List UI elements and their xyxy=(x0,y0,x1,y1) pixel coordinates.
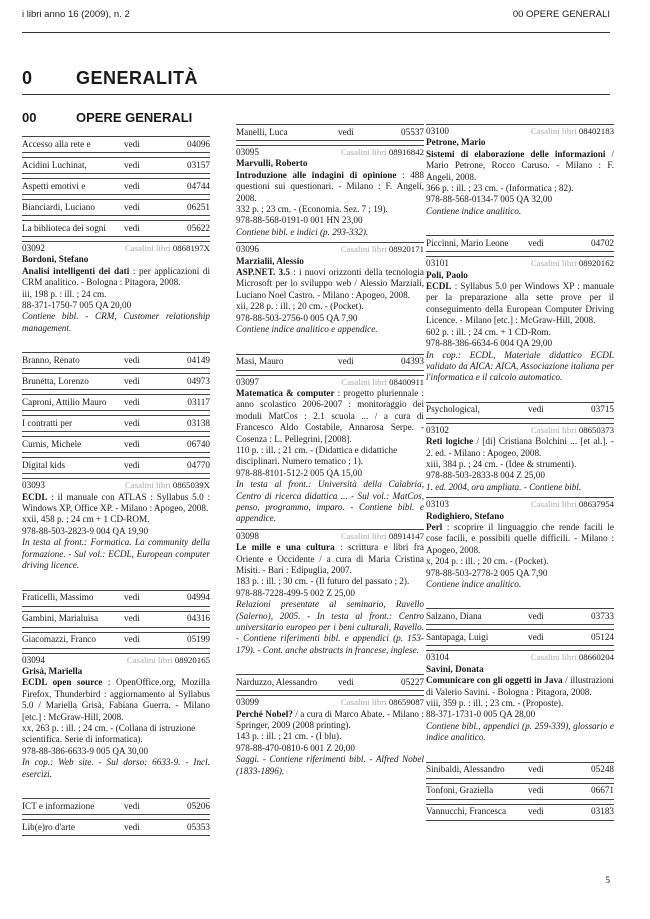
entry-note: In cop.: ECDL, Materiale didattico ECDL validato da AICA: AICA, Associazione italiana per l'informatica e il calcolo automatico. xyxy=(426,349,614,383)
cross-reference[interactable] xyxy=(22,373,210,390)
header-rule xyxy=(22,32,610,33)
entry-note: Contiene bibl., appendici (p. 259-339), glossario e indice analitico. xyxy=(426,720,614,743)
publisher-name: Casalini libri xyxy=(530,652,577,663)
entry-header xyxy=(426,126,614,137)
publisher-name: Casalini libri xyxy=(530,499,577,510)
entry-detail-line: 978-88-470-0810-6 001 Z 20,00 xyxy=(236,742,355,753)
entry-header xyxy=(22,655,210,666)
subsection-title: OPERE GENERALI xyxy=(76,110,193,125)
entry-author: Savini, Donata xyxy=(426,663,484,674)
entry-header xyxy=(236,697,424,708)
entry-number: 03098 xyxy=(236,530,259,541)
xref-vedi: vedi xyxy=(124,375,140,386)
spacer xyxy=(426,590,614,604)
running-header xyxy=(0,0,650,40)
catalog-entry xyxy=(426,650,614,757)
spacer xyxy=(426,744,614,758)
entry-number: 03100 xyxy=(426,126,449,136)
entry-title: Perché Nobel? xyxy=(236,708,293,719)
xref-code: 03138 xyxy=(187,417,210,428)
order-id: 08402183 xyxy=(578,126,614,136)
xref-name: Fraticelli, Massimo xyxy=(22,592,94,603)
entry-header xyxy=(236,377,424,388)
order-id: 08916842 xyxy=(388,147,424,157)
entry-number: 03099 xyxy=(236,697,259,708)
column-3 xyxy=(426,120,614,821)
xref-code: 06740 xyxy=(187,438,210,449)
xref-name: Curnis, Michele xyxy=(22,438,82,449)
catalog-entry xyxy=(426,497,614,604)
xref-vedi: vedi xyxy=(124,800,140,811)
xref-vedi: vedi xyxy=(124,821,140,832)
publisher-name: Casalini libri xyxy=(340,530,387,541)
xref-name: Branno, Renato xyxy=(22,354,80,365)
xref-code: 05353 xyxy=(187,821,210,832)
entry-title: ECDL open source xyxy=(22,677,103,688)
publisher-name: Casalini libri xyxy=(340,697,387,708)
publisher-name: Casalini libri xyxy=(340,147,387,157)
entry-author: Rodighiero, Stefano xyxy=(426,510,504,521)
subsection-number: 00 xyxy=(22,110,37,125)
order-id: 0868197X xyxy=(172,243,210,253)
spacer xyxy=(236,336,424,350)
publisher-name: Casalini libri xyxy=(341,376,387,387)
catalog-entry xyxy=(426,124,614,231)
entry-detail-line: xii, 228 p. : ill. ; 20 cm. - (Pocket). xyxy=(236,301,364,312)
entry-header xyxy=(236,147,424,158)
order-id: 08920171 xyxy=(388,244,424,255)
entry-detail-line: 88-371-1731-0 005 QA 28,00 xyxy=(426,709,536,720)
xref-name: ICT e informazione xyxy=(22,800,95,811)
entry-author: Grisà, Mariella xyxy=(22,665,83,676)
xref-name: Narduzzo, Alessandro xyxy=(236,676,318,687)
xref-vedi: vedi xyxy=(124,396,140,407)
xref-vedi: vedi xyxy=(338,356,354,367)
xref-code: 04149 xyxy=(187,354,210,365)
section-title: GENERALITÀ xyxy=(76,68,198,88)
section-heading xyxy=(22,68,198,89)
cross-reference[interactable] xyxy=(426,402,614,419)
xref-code: 05622 xyxy=(187,222,210,233)
xref-vedi: vedi xyxy=(528,632,544,642)
entry-title: Perl xyxy=(426,521,443,532)
entry-publisher-ref xyxy=(531,126,614,137)
xref-vedi: vedi xyxy=(124,222,140,233)
entry-detail-line: 602 p. : ill. ; 24 cm. + 1 CD-Rom. xyxy=(426,326,551,337)
xref-code: 03733 xyxy=(591,611,614,621)
entry-imprint: : scoprire il linguaggio che rende facili le cose facili, e possibili quelle difficili. - Milano : Apogeo, 2008. xyxy=(426,521,614,555)
xref-code: 05537 xyxy=(401,126,424,137)
entry-detail-line: 978-88-7228-499-5 002 Z 25,00 xyxy=(236,587,355,598)
order-id: 08920162 xyxy=(578,258,614,269)
entry-title: ASP.NET. 3.5 xyxy=(236,267,290,278)
catalog-entry xyxy=(426,423,614,493)
cross-reference[interactable] xyxy=(426,235,614,252)
entry-header xyxy=(426,258,614,269)
entry-author: Petrone, Mario xyxy=(426,137,486,148)
entry-title: Le mille e una cultura xyxy=(236,542,335,553)
xref-vedi: vedi xyxy=(528,764,544,775)
entry-detail-line: 978-88-8101-512-2 005 QA 15,00 xyxy=(236,467,363,478)
entry-note: Saggi. - Contiene riferimenti bibl. - Alfred Nobel (1833-1896). xyxy=(236,754,424,776)
cross-reference[interactable] xyxy=(22,178,210,195)
entry-description xyxy=(426,522,614,556)
xref-name: Masi, Mauro xyxy=(236,356,284,367)
publisher-name: Casalini libri xyxy=(530,424,577,435)
catalog-entry xyxy=(236,375,424,525)
spacer xyxy=(236,656,424,670)
cross-reference[interactable] xyxy=(22,394,210,411)
xref-vedi: vedi xyxy=(124,354,140,365)
entry-title: ECDL xyxy=(22,491,48,502)
entry-detail-line: 110 p. : ill. ; 21 cm. - (Didattica e didattiche disciplinari. Numero tematico ; 1). xyxy=(236,444,398,467)
entry-imprint: : progetto pluriennale : anno scolastico 2006-2007 : monitoraggio dei moduli MatCos : 2.1 scuola ... / a cura di Francesco Aldo Costabile, Annarosa Serpe. - Cosenza : L. Pellegrini, [2008]. xyxy=(236,387,424,444)
entry-publisher-ref xyxy=(341,147,424,158)
entry-header xyxy=(236,531,424,542)
cross-reference[interactable] xyxy=(426,608,614,625)
entry-imprint: : i nuovi orizzonti della tecnologia Microsoft per lo sviluppo web / Alessio Marziali, Luciano Noel Castro. - Milano : Apogeo, 2008. xyxy=(236,267,424,300)
cross-reference[interactable] xyxy=(22,632,210,649)
xref-name: Psychological, xyxy=(426,404,480,415)
xref-name: Aspetti emotivi e xyxy=(22,180,86,191)
entry-detail-line: 978-88-568-0134-7 005 QA 32,00 xyxy=(426,194,553,205)
entry-header xyxy=(426,425,614,436)
entry-detail-line: 978-88-503-2756-0 005 QA 7,90 xyxy=(236,312,358,323)
xref-name: I contratti per xyxy=(22,417,72,428)
catalog-entry xyxy=(22,241,210,348)
entry-title: Comunicare con gli oggetti in Java xyxy=(426,675,563,686)
catalog-entry xyxy=(426,256,614,397)
cross-reference[interactable] xyxy=(426,804,614,821)
order-id: 08914147 xyxy=(388,530,424,541)
catalog-entry xyxy=(22,653,210,794)
entry-publisher-ref xyxy=(341,531,424,542)
entry-detail-line: 88-371-1750-7 005 QA 20,00 xyxy=(22,300,132,311)
running-section-title: 00 OPERE GENERALI xyxy=(512,9,610,20)
entry-description xyxy=(236,170,424,204)
spacer xyxy=(426,217,614,231)
publisher-name: Casalini libri xyxy=(340,244,387,255)
section-number: 0 xyxy=(22,68,33,88)
entry-detail-line: 978-88-503-2778-2 005 QA 7,90 xyxy=(426,567,548,578)
entry-number: 03104 xyxy=(426,652,449,663)
xref-code: 03715 xyxy=(591,404,614,415)
entry-note: Contiene indice analitico. xyxy=(426,205,522,216)
entry-detail-line: 978-88-568-0191-0 001 HN 23,00 xyxy=(236,215,363,226)
entry-title: Introduzione alle indagini di opinione xyxy=(236,169,397,180)
xref-vedi: vedi xyxy=(528,404,544,415)
entry-title: Matematica & computer xyxy=(236,387,335,398)
section-rule xyxy=(22,94,610,95)
entry-description xyxy=(22,266,210,289)
xref-vedi: vedi xyxy=(124,138,140,149)
entry-header xyxy=(236,244,424,255)
entry-number: 03101 xyxy=(426,258,449,269)
xref-code: 05199 xyxy=(187,634,210,645)
publisher-name: Casalini libri xyxy=(126,654,173,665)
xref-vedi: vedi xyxy=(528,806,544,817)
entry-detail-line: xx, 263 p. : ill. ; 24 cm. - (Collana di istruzione scientifica. Serie di informatica). xyxy=(22,722,196,745)
xref-name: Lib(e)ro d'arte xyxy=(22,821,75,832)
xref-name: Accesso alla rete e xyxy=(22,138,91,149)
entry-imprint: : 488 questioni sui questionari. - Milano : F. Angeli, 2008. xyxy=(236,169,424,203)
xref-name: Tonfoni, Graziella xyxy=(426,785,494,796)
entry-note: In testa al front.: Università della Calabria, Centro di ricerca didattica ... - Sul vol.: MatCos, penso, programmo, imparo. - Contiene bibl. e appendice. xyxy=(236,479,424,524)
entry-detail-line: viii, 359 p. : ill. ; 23 cm. - (Proposte). xyxy=(426,698,564,709)
column-2 xyxy=(236,120,424,777)
entry-number: 03092 xyxy=(22,243,45,253)
xref-name: Acidini Luchinat, xyxy=(22,159,87,170)
cross-reference[interactable] xyxy=(22,590,210,607)
entry-publisher-ref xyxy=(341,697,424,708)
entry-description xyxy=(236,542,424,576)
publisher-name: Casalini libri xyxy=(124,243,171,253)
catalog-entry xyxy=(22,478,210,585)
xref-code: 06671 xyxy=(591,785,614,796)
entry-note: In cop.: Web site. - Sul dorso: 6633-9. - Incl. esercizi. xyxy=(22,757,210,779)
entry-detail-line: xiii, 384 p. ; 24 cm. - (Idee & strumenti). xyxy=(426,458,577,469)
xref-vedi: vedi xyxy=(338,676,354,687)
entry-number: 03094 xyxy=(22,654,45,665)
entry-note: Contiene bibl. - CRM, Customer relationship management. xyxy=(22,311,210,333)
xref-name: Bianciardi, Luciano xyxy=(22,201,95,212)
xref-name: Digital kids xyxy=(22,459,66,470)
cross-reference[interactable] xyxy=(22,819,210,836)
entry-imprint: : per applicazioni di CRM analitico. - Bologna : Pitagora, 2008. xyxy=(22,265,211,288)
catalog-entry xyxy=(236,242,424,349)
entry-detail-line: xxii, 458 p. ; 24 cm + 1 CD-ROM. xyxy=(22,514,150,525)
xref-code: 05124 xyxy=(591,632,614,642)
order-id: 08659087 xyxy=(388,697,424,708)
entry-title: ECDL xyxy=(426,281,452,292)
xref-name: Sinibaldi, Alessandro xyxy=(426,764,505,775)
entry-imprint: / a cura di Marco Abate. - Milano : Springer, 2009 (2008 printing). xyxy=(236,708,424,731)
entry-detail-line: 978-88-386-6633-9 005 QA 30,00 xyxy=(22,745,149,756)
entry-note: Contiene indice analitico. xyxy=(426,579,522,589)
entry-header xyxy=(426,652,614,663)
entry-title: Reti logiche xyxy=(426,436,474,447)
entry-description xyxy=(22,492,210,515)
entry-header xyxy=(426,499,614,510)
xref-code: 04702 xyxy=(591,237,614,248)
entry-description xyxy=(22,677,210,723)
xref-name: Vannucchi, Francesca xyxy=(426,806,507,817)
cross-reference[interactable] xyxy=(22,611,210,628)
xref-code: 04973 xyxy=(187,375,210,386)
entry-imprint: / [di] Cristiana Bolchini ... [et al.]. - 2. ed. - Milano : Apogeo, 2008. xyxy=(426,436,614,458)
catalog-entry xyxy=(236,145,424,238)
spacer xyxy=(22,780,210,794)
entry-publisher-ref xyxy=(125,243,210,254)
entry-imprint: : il manuale con ATLAS : Syllabus 5.0 : Windows XP, Office XP. - Milano : Apogeo, 2008. xyxy=(22,491,210,514)
xref-code: 04393 xyxy=(401,356,424,367)
entry-number: 03102 xyxy=(426,424,449,435)
entry-header xyxy=(22,480,210,491)
entry-number: 03103 xyxy=(426,499,449,510)
entry-detail-line: 332 p. ; 23 cm. - (Economia. Sez. 7 ; 19). xyxy=(236,204,388,215)
entry-detail-line: iii, 198 p. : ill. ; 24 cm. xyxy=(22,288,107,299)
xref-code: 05206 xyxy=(187,800,210,811)
spacer xyxy=(426,384,614,398)
cross-reference[interactable] xyxy=(22,157,210,174)
xref-code: 03117 xyxy=(187,396,210,407)
cross-reference[interactable] xyxy=(22,415,210,432)
entry-description xyxy=(236,267,424,301)
entry-author: Bordoni, Stefano xyxy=(22,254,89,265)
entry-note: In testa al front.: Formatica. La community della formazione. - Sul vol.: ECDL, European computer driving licence. xyxy=(22,537,210,571)
xref-vedi: vedi xyxy=(124,417,140,428)
xref-code: 06251 xyxy=(187,201,210,212)
cross-reference[interactable] xyxy=(22,352,210,369)
entry-publisher-ref xyxy=(341,244,424,255)
entry-imprint: : OpenOffice.org, Mozilla Firefox, Thunderbird : aggiornamento al Syllabus 5.0 / Mariella Grisà, Fabiana Guerra. - Milano [etc.] : McGraw-Hill, 2008. xyxy=(22,677,210,722)
xref-code: 04744 xyxy=(187,180,210,191)
xref-name: Manelli, Luca xyxy=(236,126,288,137)
xref-vedi: vedi xyxy=(124,201,140,212)
entry-description xyxy=(236,388,424,445)
entry-publisher-ref xyxy=(531,258,614,269)
xref-vedi: vedi xyxy=(338,126,354,137)
xref-vedi: vedi xyxy=(124,180,140,191)
cross-reference[interactable] xyxy=(22,457,210,474)
xref-code: 05227 xyxy=(401,676,424,687)
xref-name: Santapaga, Luigi xyxy=(426,632,489,642)
entry-detail-line: x, 204 p. : ill. ; 20 cm. - (Pocket). xyxy=(426,556,549,567)
entry-note: Relazioni presentate al seminario, Ravello (Salerno), 2005. - In testa al front.: Centro universitario europeo per i beni culturali, Ravello. - Contiene riferimenti bibl. e appendici (p. 153-179). - Cont. anche abstracts in francese, inglese. xyxy=(236,599,424,655)
xref-code: 05248 xyxy=(591,764,614,775)
entry-description xyxy=(426,149,614,183)
order-id: 08660204 xyxy=(578,652,614,663)
cross-reference[interactable] xyxy=(426,762,614,779)
cross-reference[interactable] xyxy=(22,136,210,153)
cross-reference[interactable] xyxy=(236,124,424,141)
entry-detail-line: 183 p. : ill. ; 30 cm. - (Il futuro del passato ; 2). xyxy=(236,576,410,587)
entry-note: 1. ed. 2004, ora ampliata. - Contiene bibl. xyxy=(426,481,582,492)
xref-name: Caproni, Attilio Mauro xyxy=(22,396,107,407)
xref-code: 03183 xyxy=(591,806,614,817)
journal-issue: i libri anno 16 (2009), n. 2 xyxy=(22,9,130,20)
xref-code: 03157 xyxy=(187,159,210,170)
subsection-heading xyxy=(22,110,192,125)
xref-name: Salzano, Diana xyxy=(426,611,482,621)
entry-number: 03095 xyxy=(236,147,259,157)
entry-imprint: : scrittura e libri fra Oriente e Occidente / a cura di Maria Cristina Misiti. - Bari : Edipuglia, 2007. xyxy=(236,542,424,575)
xref-vedi: vedi xyxy=(124,438,140,449)
cross-reference[interactable] xyxy=(236,354,424,371)
catalog-entry xyxy=(236,529,424,670)
order-id: 08920165 xyxy=(174,654,210,665)
xref-name: Gambini, Marialuisa xyxy=(22,613,99,624)
entry-publisher-ref xyxy=(341,377,424,388)
entry-note: Contiene bibl. e indici (p. 293-332). xyxy=(236,226,369,237)
entry-publisher-ref xyxy=(531,425,614,436)
xref-name: Brunetta, Lorenzo xyxy=(22,375,89,386)
cross-reference[interactable] xyxy=(22,436,210,453)
order-id: 08637954 xyxy=(578,499,614,510)
entry-title: Analisi intelligenti dei dati xyxy=(22,265,130,276)
entry-description xyxy=(426,281,614,327)
xref-vedi: vedi xyxy=(124,459,140,470)
entry-publisher-ref xyxy=(531,499,614,510)
xref-vedi: vedi xyxy=(528,237,544,248)
xref-vedi: vedi xyxy=(124,592,140,603)
entry-author: Marvulli, Roberto xyxy=(236,158,308,169)
xref-vedi: vedi xyxy=(124,159,140,170)
entry-note: Contiene indice analitico e appendice. xyxy=(236,324,378,335)
entry-detail-line: 366 p. : ill. ; 23 cm. - (Informatica ; 82). xyxy=(426,183,574,194)
cross-reference[interactable] xyxy=(22,220,210,237)
page-number: 5 xyxy=(605,876,610,886)
entry-imprint: / illustrazioni di Valerio Savini. - Bologna : Pitagora, 2008. xyxy=(426,675,614,697)
entry-detail-line: 978-88-503-2823-9 004 QA 19,90 xyxy=(22,525,149,536)
entry-imprint: / Mario Petrone, Rocco Caruso. - Milano : F. Angeli, 2008. xyxy=(426,148,614,182)
entry-number: 03097 xyxy=(236,376,259,387)
xref-vedi: vedi xyxy=(528,611,544,621)
entry-detail-line: 143 p. : ill. ; 21 cm. - (I blu). xyxy=(236,731,342,742)
entry-detail-line: 978-88-503-2833-8 004 Z 25,00 xyxy=(426,470,545,481)
order-id: 0865039X xyxy=(172,480,210,491)
xref-vedi: vedi xyxy=(528,785,544,796)
entry-publisher-ref xyxy=(531,652,614,663)
xref-name: Giacomazzi, Franco xyxy=(22,634,96,645)
entry-number: 03093 xyxy=(22,480,45,491)
entry-description xyxy=(426,675,614,698)
publisher-name: Casalini libri xyxy=(530,126,577,136)
entry-publisher-ref xyxy=(127,655,210,666)
entry-imprint: : Syllabus 5.0 per Windows XP : manuale per la preparazione alla sette prove per il conseguimento della European Computer Driving Licence. - Milano [etc.] : McGraw-Hill, 2008. xyxy=(426,281,614,326)
order-id: 08400911 xyxy=(389,376,424,387)
xref-vedi: vedi xyxy=(124,613,140,624)
entry-number: 03096 xyxy=(236,244,259,255)
xref-code: 04096 xyxy=(187,138,210,149)
column-1 xyxy=(22,132,210,836)
entry-author: Marzialii, Alessio xyxy=(236,255,304,266)
entry-description xyxy=(426,436,614,459)
xref-name: Piccinni, Mario Leone xyxy=(426,237,509,248)
xref-code: 04994 xyxy=(187,592,210,603)
cross-reference[interactable] xyxy=(22,199,210,216)
entry-publisher-ref xyxy=(125,480,210,491)
entry-title: Sistemi di elaborazione delle informazioni xyxy=(426,148,606,159)
spacer xyxy=(22,572,210,586)
xref-code: 04316 xyxy=(187,613,210,624)
entry-detail-line: 978-88-386-6634-6 004 QA 29,00 xyxy=(426,338,553,349)
xref-name: La biblioteca dei sogni xyxy=(22,222,106,233)
cross-reference[interactable] xyxy=(236,674,424,691)
xref-code: 04770 xyxy=(187,459,210,470)
cross-reference[interactable] xyxy=(426,629,614,646)
catalog-entry xyxy=(236,695,424,777)
xref-vedi: vedi xyxy=(124,634,140,645)
entry-author: Poli, Paolo xyxy=(426,269,468,280)
spacer xyxy=(22,334,210,348)
publisher-name: Casalini libri xyxy=(124,480,171,491)
cross-reference[interactable] xyxy=(22,798,210,815)
order-id: 08650373 xyxy=(578,424,614,435)
publisher-name: Casalini libri xyxy=(530,258,577,269)
entry-description xyxy=(236,709,424,732)
cross-reference[interactable] xyxy=(426,783,614,800)
entry-header xyxy=(22,243,210,254)
